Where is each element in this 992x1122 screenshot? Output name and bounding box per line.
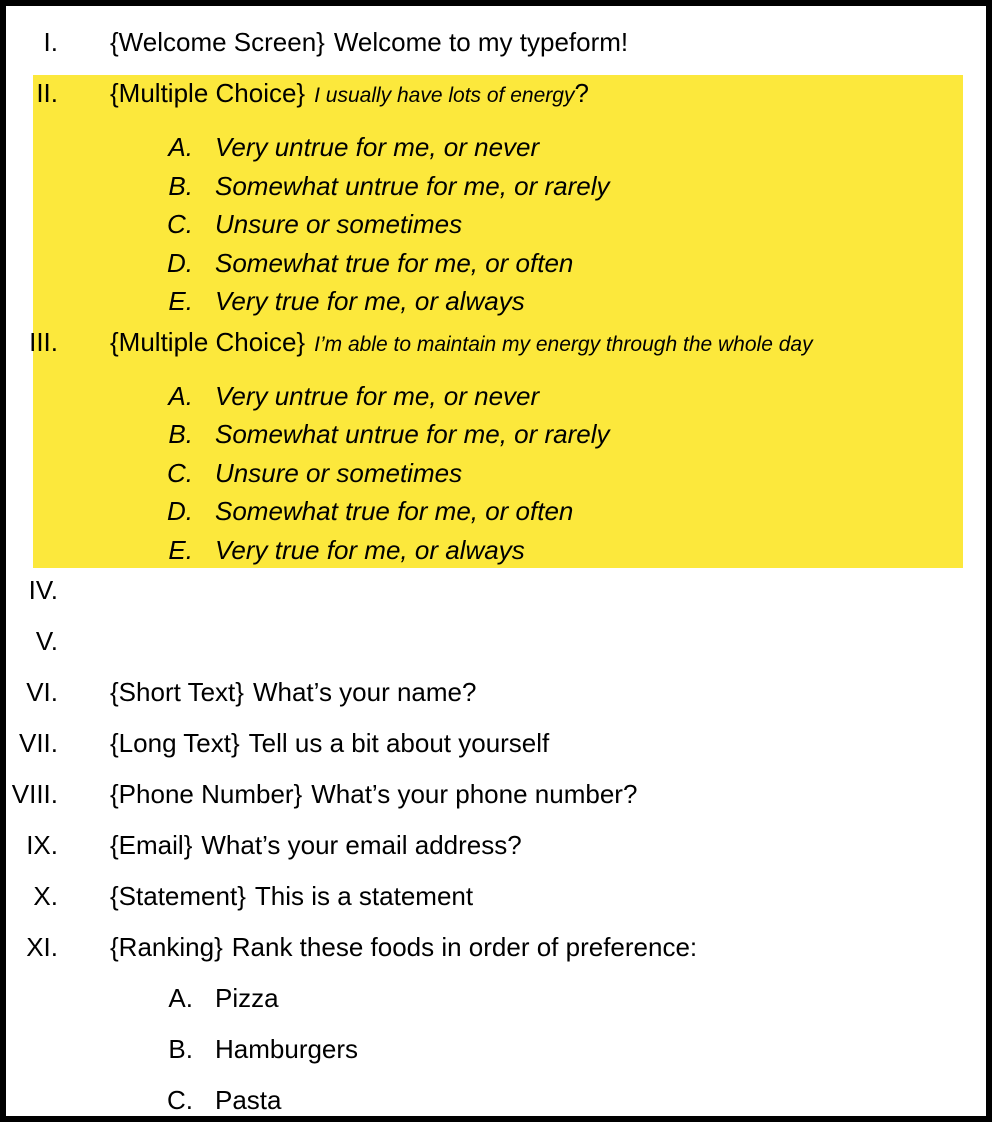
item-type-tag: {Statement} xyxy=(110,881,246,911)
option-text: Somewhat true for me, or often xyxy=(215,496,574,526)
option-letter: D. xyxy=(167,496,193,526)
item-type-tag: {Multiple Choice} xyxy=(110,326,306,357)
item-numeral: VIII. xyxy=(11,779,58,809)
item-numeral: IX. xyxy=(26,830,58,860)
option-row xyxy=(6,167,986,206)
option-row xyxy=(6,1081,986,1119)
item-content xyxy=(110,928,697,966)
item-numeral: I. xyxy=(43,27,58,57)
option-text: Somewhat untrue for me, or rarely xyxy=(215,170,610,201)
option-letter: A. xyxy=(168,132,193,162)
item-question: I usually have lots of energy xyxy=(314,84,575,107)
item-numeral: VI. xyxy=(26,677,58,707)
option-letter: B. xyxy=(168,419,193,449)
option-row xyxy=(6,492,986,531)
item-numeral: IV. xyxy=(28,575,58,605)
option-letter: A. xyxy=(168,983,193,1013)
option-text: Pasta xyxy=(215,1085,282,1115)
option-text: Unsure or sometimes xyxy=(215,209,463,239)
outline-list xyxy=(6,6,986,1119)
item-content xyxy=(110,74,589,115)
option-letter: B. xyxy=(168,1034,193,1064)
item-text: What’s your phone number? xyxy=(311,779,638,809)
item-type-tag: {Welcome Screen} xyxy=(110,27,325,57)
option-text: Pizza xyxy=(215,983,279,1013)
option-row xyxy=(6,979,986,1017)
item-numeral: II. xyxy=(36,78,58,108)
option-row xyxy=(6,205,986,244)
item-content xyxy=(110,323,813,364)
item-content xyxy=(110,877,473,915)
option-row xyxy=(6,128,986,167)
item-question: I’m able to maintain my energy through the whole day xyxy=(314,332,813,356)
option-letter: B. xyxy=(168,170,193,201)
item-content xyxy=(110,673,476,711)
item-empty-5 xyxy=(6,622,986,660)
option-row xyxy=(6,244,986,283)
item-type-tag: {Multiple Choice} xyxy=(110,78,306,108)
option-row xyxy=(6,282,986,321)
option-text: Somewhat true for me, or often xyxy=(215,247,574,278)
item-type-tag: {Email} xyxy=(110,830,193,860)
item-empty-4 xyxy=(6,571,986,609)
item-statement xyxy=(6,877,986,915)
option-row xyxy=(6,1030,986,1068)
item-multiple-choice-1 xyxy=(6,74,986,115)
option-letter: D. xyxy=(167,247,193,278)
item-type-tag: {Long Text} xyxy=(110,728,240,758)
item-type-tag: {Short Text} xyxy=(110,677,244,707)
option-text: Hamburgers xyxy=(215,1034,359,1064)
item-numeral: III. xyxy=(29,326,58,357)
item-numeral: VII. xyxy=(18,728,58,758)
item-numeral: X. xyxy=(33,881,58,911)
option-text: Very untrue for me, or never xyxy=(215,132,540,162)
option-row xyxy=(6,377,986,416)
item-type-tag: {Phone Number} xyxy=(110,779,303,809)
item-ranking xyxy=(6,928,986,966)
item-text: What’s your name? xyxy=(252,677,477,707)
item-numeral: XI. xyxy=(26,932,58,962)
option-letter: A. xyxy=(168,380,193,411)
item-text: Welcome to my typeform! xyxy=(333,27,629,57)
option-letter: C. xyxy=(167,1085,193,1115)
item-email xyxy=(6,826,986,864)
item-content xyxy=(110,724,549,762)
item-welcome-screen xyxy=(6,23,986,61)
item-question-suffix: ? xyxy=(574,78,589,108)
item-content xyxy=(110,23,628,61)
option-letter: E. xyxy=(168,534,193,565)
option-text: Very true for me, or always xyxy=(215,534,525,565)
item-long-text xyxy=(6,724,986,762)
item-multiple-choice-2 xyxy=(6,323,986,364)
option-row xyxy=(6,415,986,454)
option-text: Unsure or sometimes xyxy=(215,457,463,488)
item-text: What’s your email address? xyxy=(201,830,522,860)
option-row xyxy=(6,454,986,493)
item-type-tag: {Ranking} xyxy=(110,932,223,962)
option-text: Very true for me, or always xyxy=(215,286,525,316)
item-text: This is a statement xyxy=(254,881,474,911)
option-text: Very untrue for me, or never xyxy=(215,380,540,411)
option-letter: C. xyxy=(167,457,193,488)
item-content xyxy=(110,775,637,813)
item-numeral: V. xyxy=(35,626,58,656)
option-text: Somewhat untrue for me, or rarely xyxy=(215,419,610,449)
item-text: Rank these foods in order of preference: xyxy=(231,932,698,962)
item-text: Tell us a bit about yourself xyxy=(248,728,550,758)
item-short-text xyxy=(6,673,986,711)
item-content xyxy=(110,826,522,864)
item-phone-number xyxy=(6,775,986,813)
option-letter: C. xyxy=(167,209,193,239)
option-row xyxy=(6,531,986,570)
option-letter: E. xyxy=(168,286,193,316)
